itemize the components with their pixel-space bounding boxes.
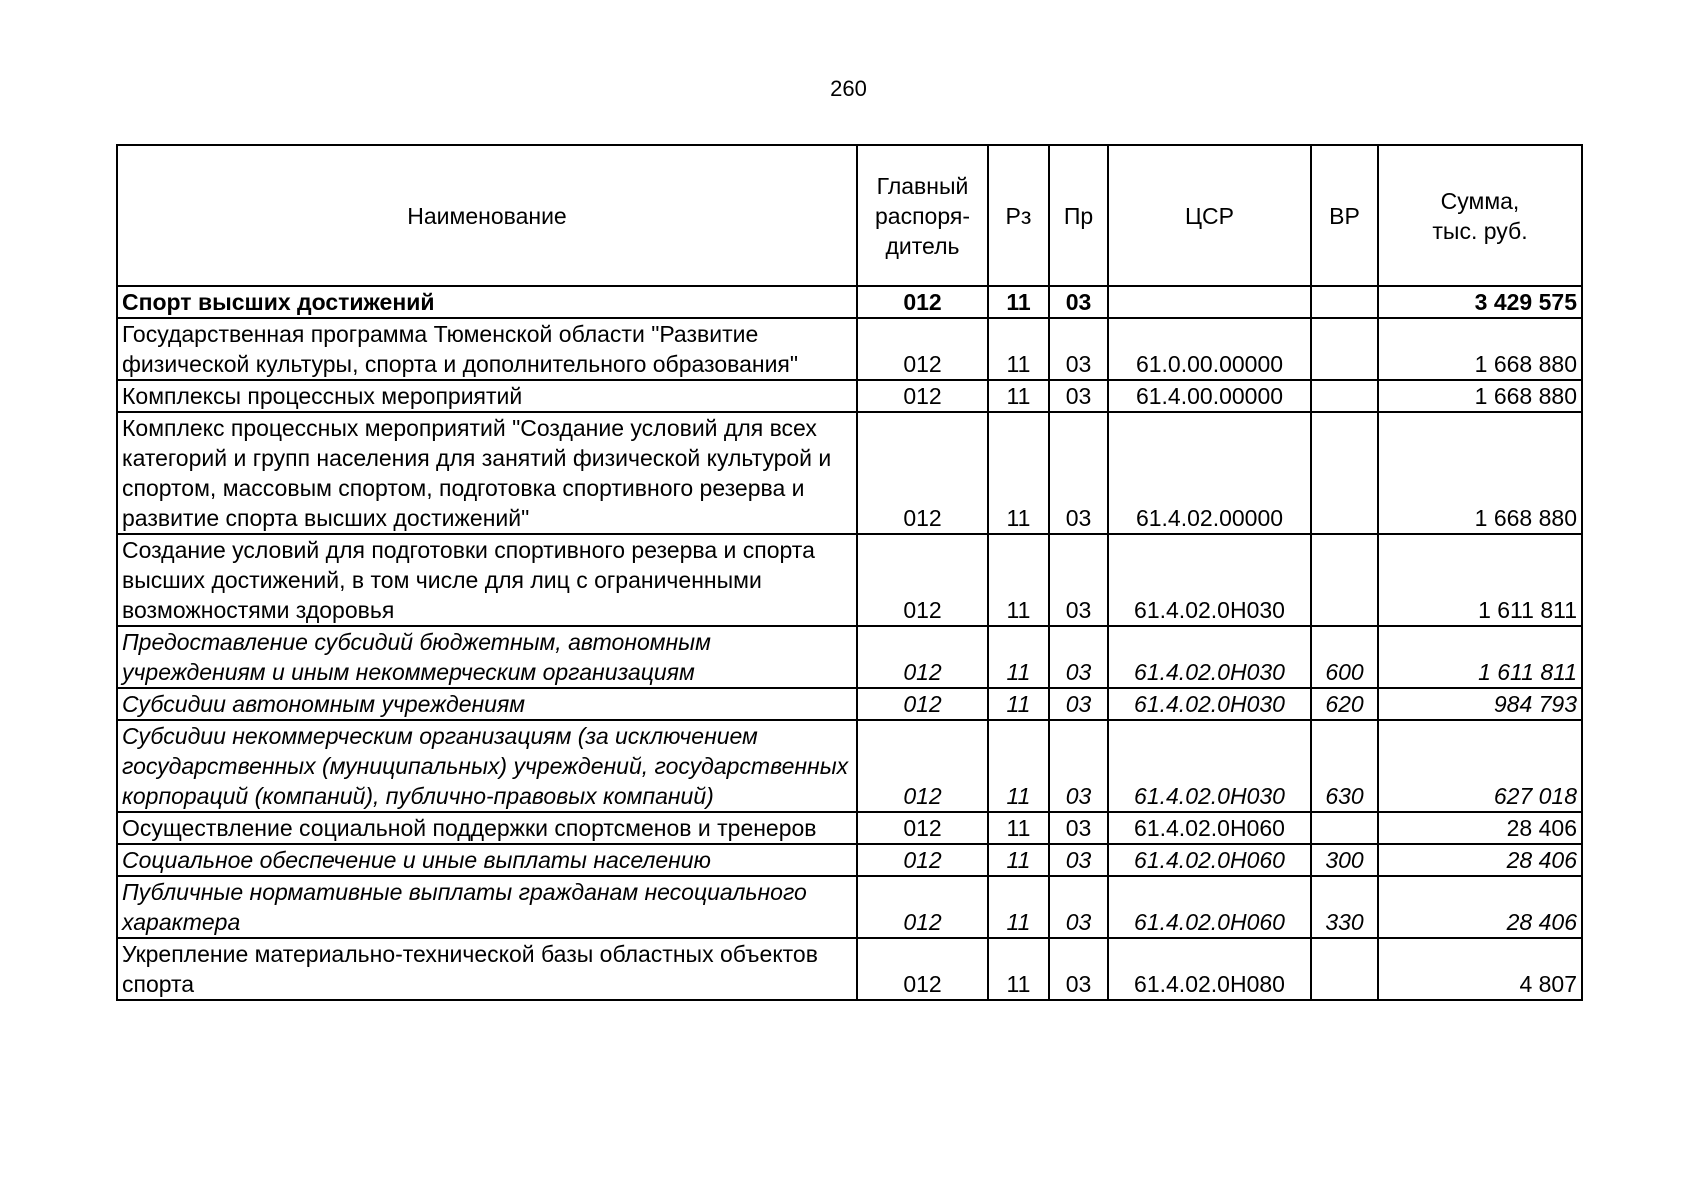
table-row	[117, 844, 1582, 876]
table-row	[117, 286, 1582, 318]
row-expense-type-cell	[1311, 938, 1378, 1000]
row-target-item-cell: 61.4.02.00000	[1108, 412, 1311, 534]
row-expense-type-cell: 630	[1311, 720, 1378, 812]
row-name-cell: Создание условий для подготовки спортивного резерва и спорта высших достижений, в том числе для лиц с ограниченными возможностями здоровья	[117, 534, 857, 626]
table-row	[117, 812, 1582, 844]
row-target-item-cell: 61.4.02.0Н080	[1108, 938, 1311, 1000]
row-section-cell: 11	[988, 380, 1049, 412]
table-row	[117, 534, 1582, 626]
header-main-manager-line: дитель	[885, 232, 960, 259]
row-subsection-cell: 03	[1049, 380, 1108, 412]
row-target-item-cell	[1108, 286, 1311, 318]
row-expense-type-cell	[1311, 812, 1378, 844]
row-sum-cell: 28 406	[1378, 812, 1582, 844]
row-section-cell: 11	[988, 720, 1049, 812]
row-main-manager-cell: 012	[857, 688, 988, 720]
table-row	[117, 688, 1582, 720]
row-sum-cell: 3 429 575	[1378, 286, 1582, 318]
table-row	[117, 318, 1582, 380]
row-subsection-cell: 03	[1049, 318, 1108, 380]
row-expense-type-cell	[1311, 412, 1378, 534]
row-subsection-cell: 03	[1049, 876, 1108, 938]
row-subsection-cell: 03	[1049, 812, 1108, 844]
row-name-cell: Комплексы процессных мероприятий	[117, 380, 857, 412]
table-row	[117, 412, 1582, 534]
row-main-manager-cell: 012	[857, 844, 988, 876]
page-number: 260	[830, 76, 867, 101]
row-main-manager-cell: 012	[857, 286, 988, 318]
row-subsection-cell: 03	[1049, 938, 1108, 1000]
row-target-item-cell: 61.4.02.0Н030	[1108, 626, 1311, 688]
row-name-cell: Субсидии некоммерческим организациям (за исключением государственных (муниципальных) учреждений, государственных корпораций (компаний), публично-правовых компаний)	[117, 720, 857, 812]
row-target-item-cell: 61.4.02.0Н030	[1108, 534, 1311, 626]
row-name-cell: Осуществление социальной поддержки спортсменов и тренеров	[117, 812, 857, 844]
row-main-manager-cell: 012	[857, 626, 988, 688]
row-section-cell: 11	[988, 626, 1049, 688]
table-row	[117, 876, 1582, 938]
header-main-manager-line: распоря-	[875, 202, 970, 229]
row-section-cell: 11	[988, 688, 1049, 720]
row-name-cell: Государственная программа Тюменской области "Развитие физической культуры, спорта и дополнительного образования"	[117, 318, 857, 380]
row-expense-type-cell: 330	[1311, 876, 1378, 938]
row-main-manager-cell: 012	[857, 812, 988, 844]
row-name-cell: Спорт высших достижений	[117, 286, 857, 318]
row-main-manager-cell: 012	[857, 938, 988, 1000]
row-sum-cell: 1 668 880	[1378, 318, 1582, 380]
row-expense-type-cell	[1311, 318, 1378, 380]
row-expense-type-cell	[1311, 534, 1378, 626]
row-expense-type-cell: 300	[1311, 844, 1378, 876]
row-sum-cell: 4 807	[1378, 938, 1582, 1000]
row-main-manager-cell: 012	[857, 412, 988, 534]
row-main-manager-cell: 012	[857, 380, 988, 412]
row-section-cell: 11	[988, 876, 1049, 938]
row-main-manager-cell: 012	[857, 720, 988, 812]
row-subsection-cell: 03	[1049, 688, 1108, 720]
table-header-row	[117, 145, 1582, 286]
row-sum-cell: 1 611 811	[1378, 534, 1582, 626]
row-sum-cell: 627 018	[1378, 720, 1582, 812]
row-target-item-cell: 61.4.02.0Н060	[1108, 844, 1311, 876]
row-subsection-cell: 03	[1049, 626, 1108, 688]
row-subsection-cell: 03	[1049, 286, 1108, 318]
row-sum-cell: 28 406	[1378, 844, 1582, 876]
row-sum-cell: 1 611 811	[1378, 626, 1582, 688]
header-section: Рз	[988, 145, 1049, 286]
row-section-cell: 11	[988, 286, 1049, 318]
row-target-item-cell: 61.4.02.0Н060	[1108, 876, 1311, 938]
header-target-item: ЦСР	[1108, 145, 1311, 286]
row-section-cell: 11	[988, 318, 1049, 380]
row-sum-cell: 28 406	[1378, 876, 1582, 938]
table-row	[117, 626, 1582, 688]
header-sum-line: Сумма,	[1440, 187, 1520, 214]
row-target-item-cell: 61.4.00.00000	[1108, 380, 1311, 412]
table-row	[117, 938, 1582, 1000]
row-main-manager-cell: 012	[857, 876, 988, 938]
row-target-item-cell: 61.4.02.0Н030	[1108, 688, 1311, 720]
row-name-cell: Комплекс процессных мероприятий "Создание условий для всех категорий и групп населения для занятий физической культурой и спортом, массовым спортом, подготовка спортивного резерва и развитие спорта высших достижений"	[117, 412, 857, 534]
row-section-cell: 11	[988, 812, 1049, 844]
header-subsection: Пр	[1049, 145, 1108, 286]
header-name: Наименование	[117, 145, 857, 286]
row-subsection-cell: 03	[1049, 534, 1108, 626]
row-expense-type-cell: 600	[1311, 626, 1378, 688]
row-expense-type-cell: 620	[1311, 688, 1378, 720]
row-expense-type-cell	[1311, 380, 1378, 412]
row-subsection-cell: 03	[1049, 412, 1108, 534]
row-expense-type-cell	[1311, 286, 1378, 318]
row-main-manager-cell: 012	[857, 534, 988, 626]
row-target-item-cell: 61.4.02.0Н060	[1108, 812, 1311, 844]
header-expense-type: ВР	[1311, 145, 1378, 286]
row-sum-cell: 984 793	[1378, 688, 1582, 720]
row-section-cell: 11	[988, 412, 1049, 534]
row-sum-cell: 1 668 880	[1378, 412, 1582, 534]
row-sum-cell: 1 668 880	[1378, 380, 1582, 412]
row-name-cell: Субсидии автономным учреждениям	[117, 688, 857, 720]
row-section-cell: 11	[988, 844, 1049, 876]
table-body	[117, 286, 1582, 1000]
row-name-cell: Укрепление материально-технической базы областных объектов спорта	[117, 938, 857, 1000]
table-row	[117, 380, 1582, 412]
row-name-cell: Предоставление субсидий бюджетным, автономным учреждениям и иным некоммерческим организациям	[117, 626, 857, 688]
header-main-manager-line: Главный	[876, 172, 969, 199]
row-target-item-cell: 61.4.02.0Н030	[1108, 720, 1311, 812]
row-section-cell: 11	[988, 534, 1049, 626]
row-subsection-cell: 03	[1049, 844, 1108, 876]
budget-table	[116, 144, 1583, 1001]
row-target-item-cell: 61.0.00.00000	[1108, 318, 1311, 380]
row-main-manager-cell: 012	[857, 318, 988, 380]
row-subsection-cell: 03	[1049, 720, 1108, 812]
row-section-cell: 11	[988, 938, 1049, 1000]
row-name-cell: Социальное обеспечение и иные выплаты населению	[117, 844, 857, 876]
header-sum	[1378, 145, 1582, 286]
header-main-manager	[857, 145, 988, 286]
header-sum-line: тыс. руб.	[1432, 217, 1528, 244]
table-row	[117, 720, 1582, 812]
row-name-cell: Публичные нормативные выплаты гражданам несоциального характера	[117, 876, 857, 938]
